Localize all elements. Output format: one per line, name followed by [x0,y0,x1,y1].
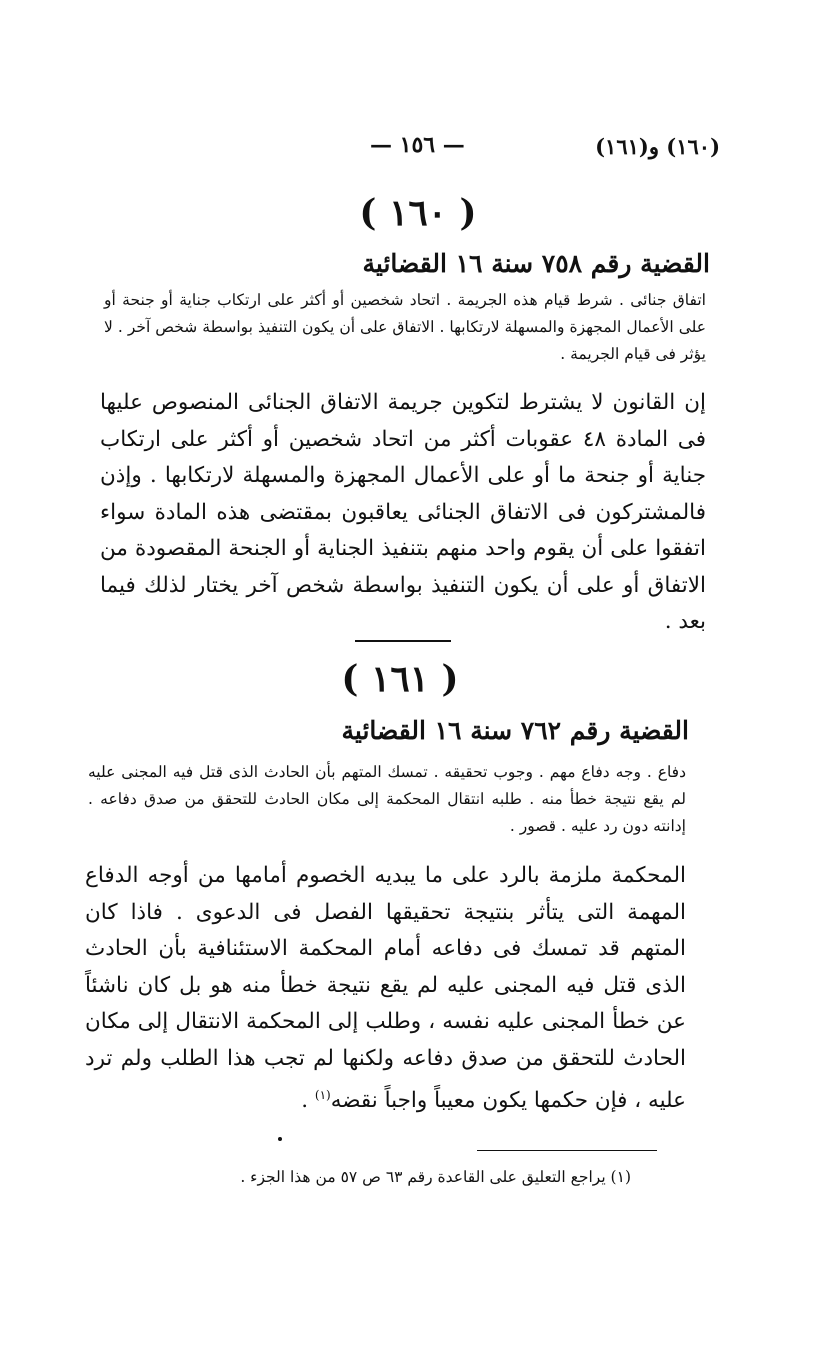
page-number: — ١٥٦ — [370,132,465,158]
case-number-heading: ( ١٦٠ ) [359,192,477,234]
running-header-case-numbers: (١٦٠) و(١٦١) [595,134,720,159]
case-title: القضية رقم ٧٥٨ سنة ١٦ القضائية [362,249,710,278]
case-number-heading: ( ١٦١ ) [341,658,459,700]
case-title: القضية رقم ٧٦٢ سنة ١٦ القضائية [341,716,689,745]
case-summary: اتفاق جنائى . شرط قيام هذه الجريمة . اتحاد شخصين أو أكثر على ارتكاب جناية أو جنحة أو على الأعمال المجهزة والمسهلة لارتكابها . الاتفاق على أن يكون التنفيذ بواسطة شخص آخر . لا يؤثر فى قيام الجريمة . [104,291,706,363]
section-divider [355,640,451,642]
case-body: المحكمة ملزمة بالرد على ما يبديه الخصوم أمامها من أوجه الدفاع المهمة التى يتأثر بنتيجة تحقيقها الفصل فى الدعوى . فاذا كان المتهم قد تمسك فى دفاعه أمام المحكمة الاستئنافية بأن الحادث الذى قتل فيه المجنى عليه لم يقع نتيجة خطأ منه هو بل كان ناشئاً عن خطأ المجنى عليه نفسه ، وطلب إلى المحكمة الانتقال إلى مكان الحادث للتحقق من صدق دفاعه ولكنها لم تجب هذا الطلب ولم ترد عليه ، فإن حكمها يكون معيباً واجباً نقضه$^{(١)}$ . [85,863,686,1114]
case-summary: دفاع . وجه دفاع مهم . وجوب تحقيقه . تمسك المتهم بأن الحادث الذى قتل فيه المجنى عليه لم يقع نتيجة خطأ منه . طلبه انتقال المحكمة إلى مكان الحادث للتحقق من صدق دفاعه . إدانته دون رد عليه . قصور . [88,763,686,835]
footnote: (١) يراجع التعليق على القاعدة رقم ٦٣ ص ٥٧ من هذا الجزء . [240,1168,631,1186]
case-body-text: المحكمة ملزمة بالرد على ما يبديه الخصوم أمامها من أوجه الدفاع المهمة التى يتأثر بنتيجة تحقيقها الفصل فى الدعوى . فاذا كان المتهم قد تمسك فى دفاعه أمام المحكمة الاستئنافية بأن الحادث الذى قتل فيه المجنى عليه لم يقع نتيجة خطأ منه هو بل كان ناشئاً عن خطأ المجنى عليه نفسه ، وطلب إلى المحكمة الانتقال إلى مكان الحادث للتحقق من صدق دفاعه ولكنها لم تجب هذا الطلب ولم ترد عليه ، فإن حكمها يكون معيباً واجباً نقضه [85,863,686,1114]
case-body: إن القانون لا يشترط لتكوين جريمة الاتفاق الجنائى المنصوص عليها فى المادة ٤٨ عقوبات أكثر من اتحاد شخصين أو أكثر على ارتكاب جناية أو جنحة ما أو على الأعمال المجهزة والمسهلة لارتكابها . وإذن فالمشتركون فى الاتفاق الجنائى يعاقبون بمقتضى هذه المادة سواء اتفقوا على أن يقوم واحد منهم بتنفيذ الجناية أو الجنحة المقصودة من الاتفاق أو على أن يكون التنفيذ بواسطة شخص آخر يختار لذلك فيما بعد . [100,390,706,634]
footnote-reference: (١) [314,1088,331,1102]
footnote-divider [477,1150,657,1151]
stray-dot [278,1137,282,1141]
